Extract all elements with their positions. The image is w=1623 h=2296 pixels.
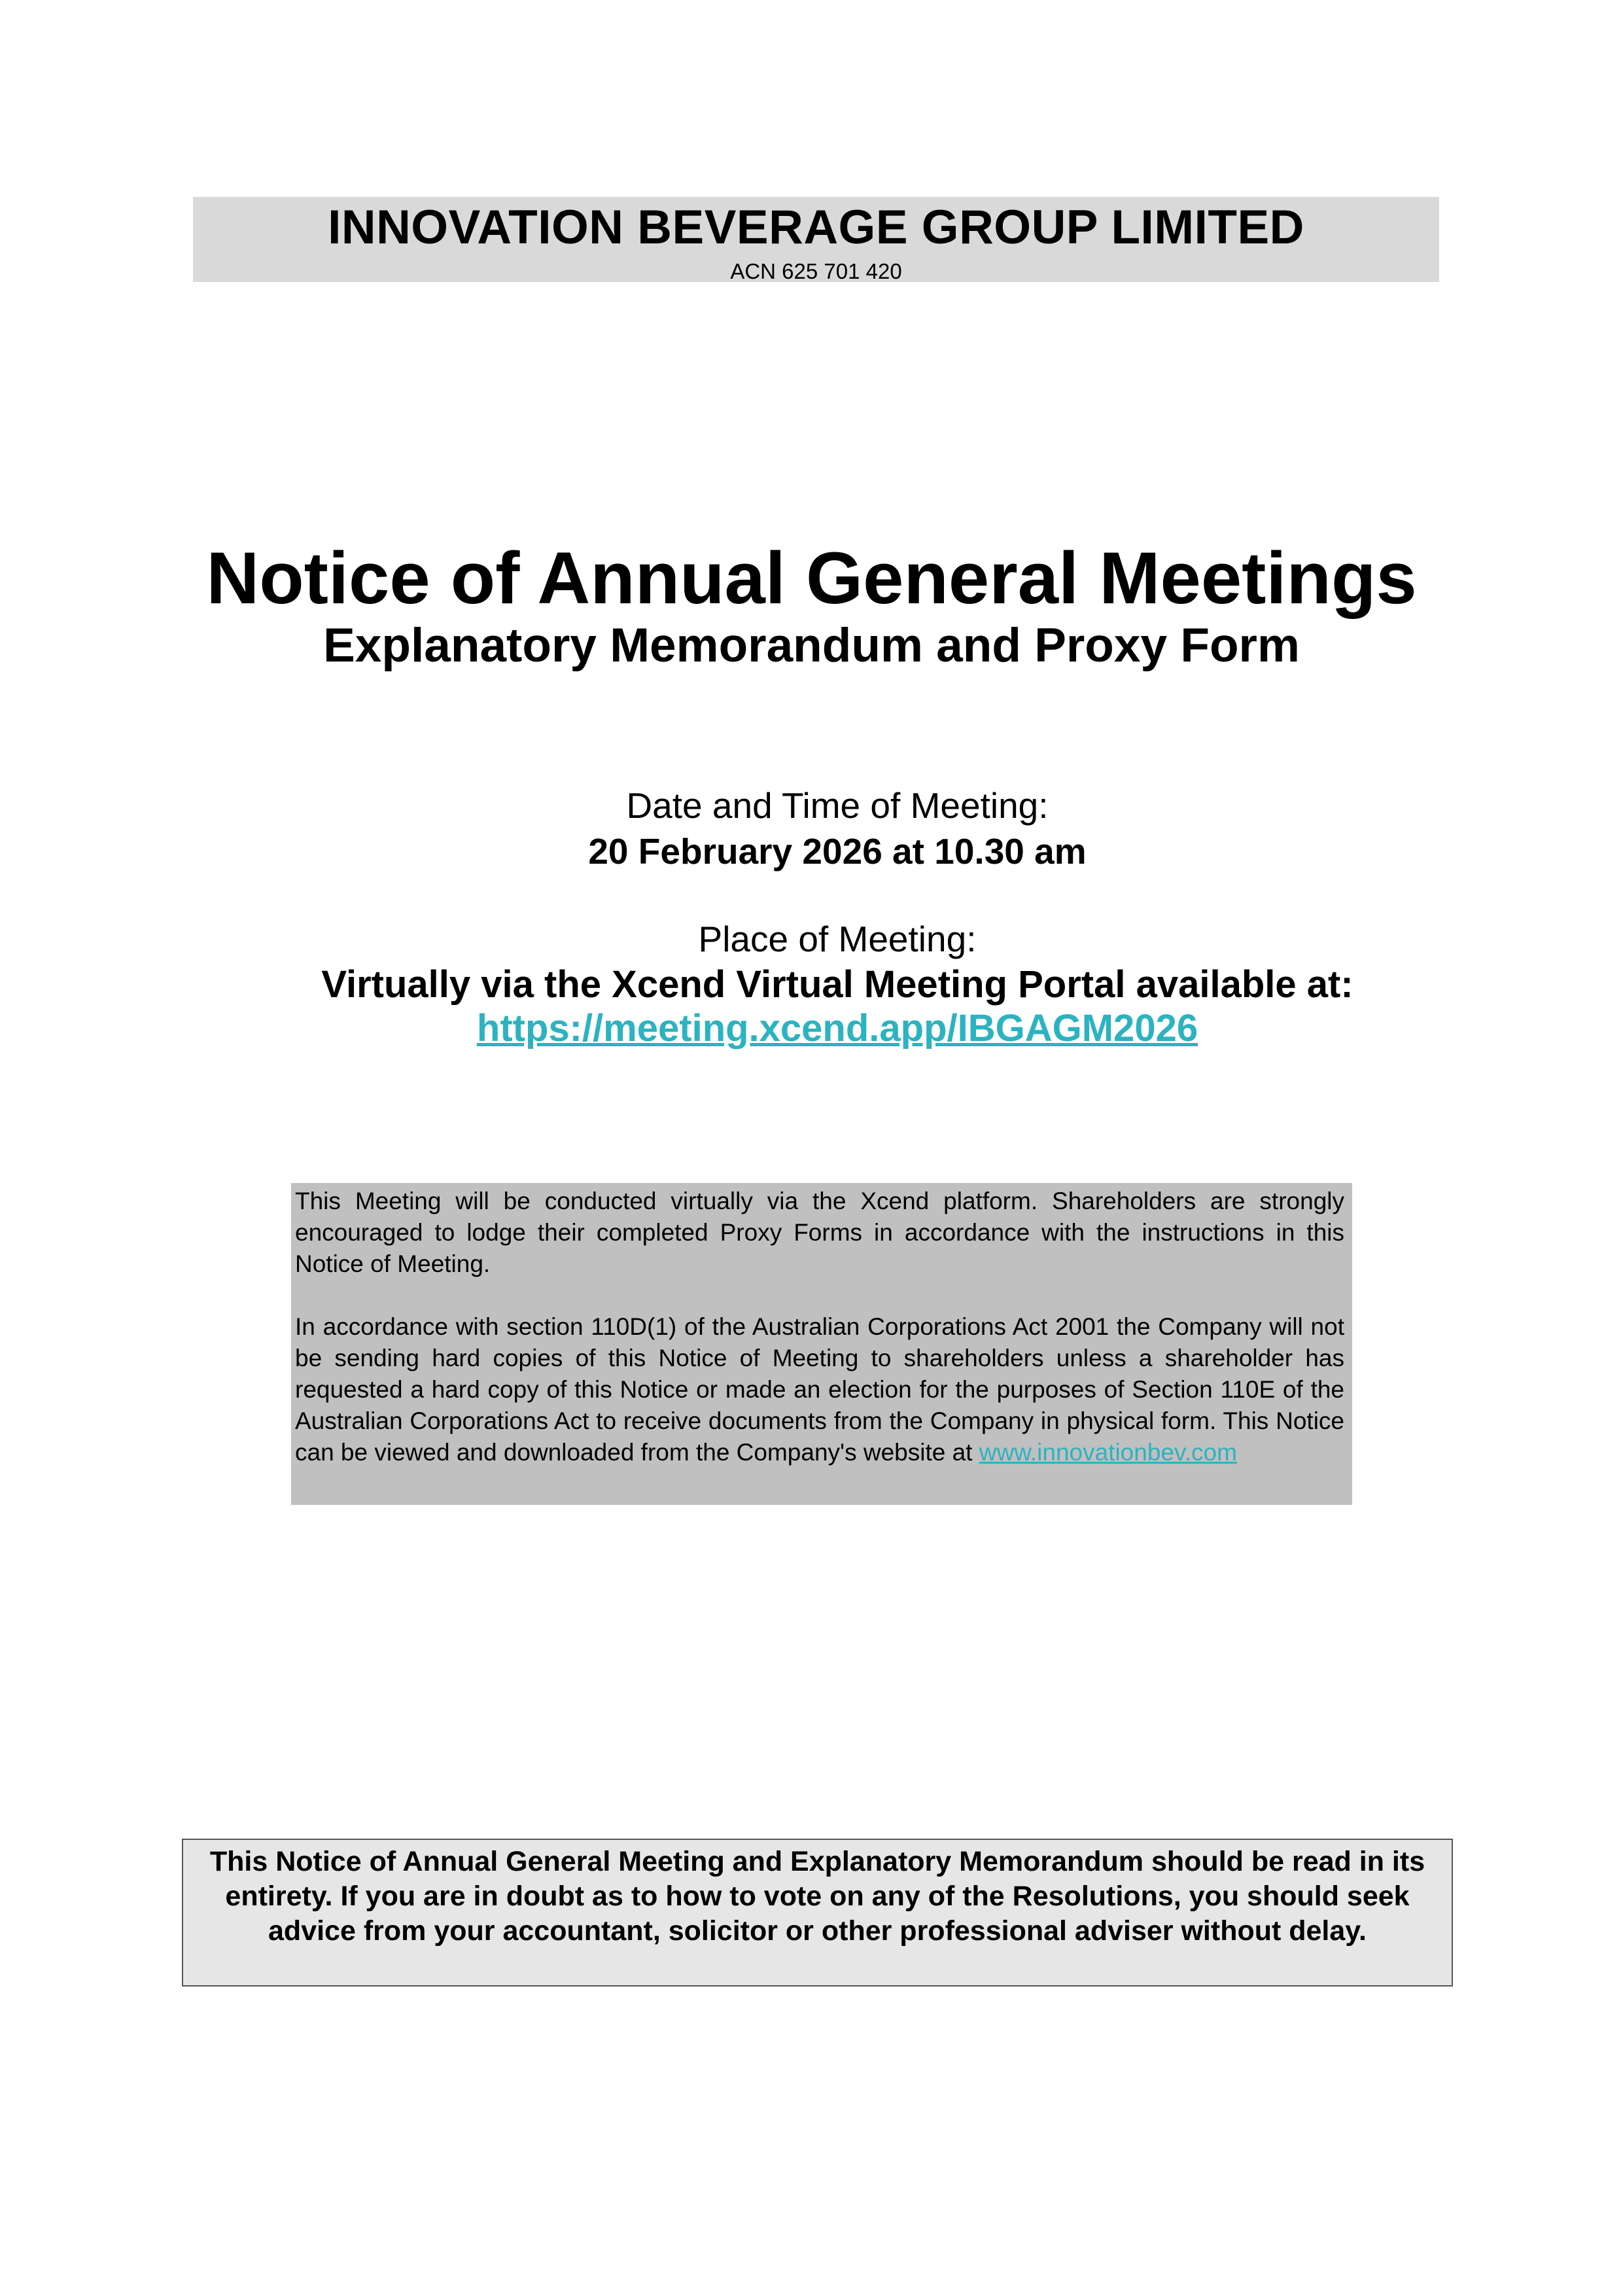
virtual-meeting-paragraph: This Meeting will be conducted virtually via the Xcend platform. Shareholders are strongly encouraged to lodge their completed Proxy Forms in accordance with the instructions in this Notice of Meeting. [295, 1188, 1344, 1277]
meeting-place-value: Virtually via the Xcend Virtual Meeting Portal available at: [321, 963, 1353, 1006]
document-title: Notice of Annual General Meetings [206, 537, 1417, 619]
meeting-date-label: Date and Time of Meeting: [626, 785, 1049, 826]
document-subtitle: Explanatory Memorandum and Proxy Form [323, 619, 1300, 672]
company-header-band [193, 197, 1439, 282]
advice-notice-text: This Notice of Annual General Meeting and Explanatory Memorandum should be read in its entirety. If you are in doubt as to how to vote on any of the Resolutions, you should seek advice from your accountant, solicitor or other professional adviser without delay. [209, 1846, 1425, 1947]
company-acn: ACN 625 701 420 [730, 259, 902, 283]
meeting-portal-link[interactable]: https://meeting.xcend.app/IBGAGM2026 [476, 1007, 1198, 1050]
company-website-link[interactable]: www.innovationbev.com [979, 1439, 1237, 1466]
advice-notice-box [182, 1839, 1453, 1987]
company-name: INNOVATION BEVERAGE GROUP LIMITED [328, 201, 1304, 254]
hard-copy-text: In accordance with section 110D(1) of the Australian Corporations Act 2001 the Company will not be sending hard copies of this Notice of Meeting to shareholders unless a shareholder has requested a hard copy of this Notice or made an election for the purposes of Section 110E of the Australian Corporations Act to receive documents from the Company in physical form. This Notice can be viewed and downloaded from the Company's website at [295, 1313, 1344, 1466]
hard-copy-paragraph [295, 1311, 1344, 1468]
virtual-meeting-notice-box [291, 1183, 1352, 1505]
meeting-date-value: 20 February 2026 at 10.30 am [588, 831, 1087, 872]
meeting-place-label: Place of Meeting: [698, 919, 977, 959]
